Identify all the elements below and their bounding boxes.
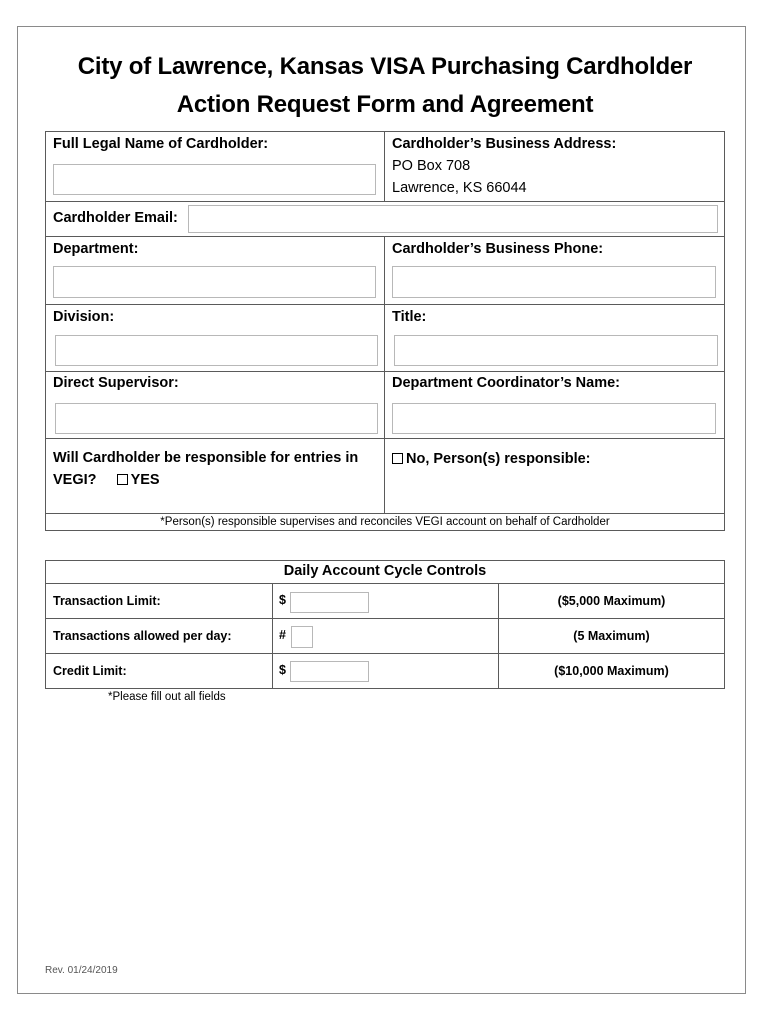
transaction-limit-field[interactable] <box>290 592 369 613</box>
address-line2: Lawrence, KS 66044 <box>392 180 527 196</box>
department-label: Department: <box>53 241 139 257</box>
vegi-question-line2 <box>53 472 160 488</box>
address-line1: PO Box 708 <box>392 158 471 174</box>
address-label: Cardholder’s Business Address: <box>392 136 617 152</box>
vegi-question-text: VEGI? <box>53 472 97 488</box>
yes-label: YES <box>130 472 160 488</box>
column-divider <box>384 236 385 513</box>
column-divider <box>384 132 385 201</box>
email-field[interactable] <box>188 205 718 233</box>
supervisor-label: Direct Supervisor: <box>53 375 179 391</box>
email-label: Cardholder Email: <box>53 210 178 226</box>
full-name-label: Full Legal Name of Cardholder: <box>53 136 269 152</box>
row-divider <box>46 201 724 202</box>
no-label: No, Person(s) responsible: <box>406 451 591 467</box>
full-name-field[interactable] <box>53 164 376 195</box>
division-label: Division: <box>53 309 115 325</box>
controls-heading: Daily Account Cycle Controls <box>283 563 487 579</box>
form-title-line2: Action Request Form and Agreement <box>176 91 594 118</box>
row-divider <box>46 371 724 372</box>
column-divider <box>272 583 273 689</box>
revision-date: Rev. 01/24/2019 <box>45 965 118 976</box>
transactions-per-day-max: (5 Maximum) <box>573 629 650 643</box>
cardholder-info-table <box>45 131 725 531</box>
title-field[interactable] <box>394 335 718 366</box>
transactions-per-day-field[interactable] <box>291 626 313 648</box>
transaction-limit-symbol: $ <box>279 593 286 607</box>
transaction-limit-max: ($5,000 Maximum) <box>557 594 666 608</box>
yes-checkbox[interactable] <box>117 474 128 485</box>
coordinator-field[interactable] <box>392 403 716 434</box>
credit-limit-max: ($10,000 Maximum) <box>554 664 669 678</box>
fill-all-fields-note: *Please fill out all fields <box>108 691 226 703</box>
department-field[interactable] <box>53 266 376 298</box>
coordinator-label: Department Coordinator’s Name: <box>392 375 621 391</box>
no-checkbox[interactable] <box>392 453 403 464</box>
row-divider <box>46 236 724 237</box>
vegi-question-line1: Will Cardholder be responsible for entries in <box>53 450 359 466</box>
transactions-per-day-label: Transactions allowed per day: <box>53 629 232 643</box>
credit-limit-symbol: $ <box>279 663 286 677</box>
title-label: Title: <box>392 309 427 325</box>
supervisor-field[interactable] <box>55 403 378 434</box>
form-title-line1: City of Lawrence, Kansas VISA Purchasing Cardholder <box>77 53 693 80</box>
credit-limit-field[interactable] <box>290 661 369 682</box>
row-divider <box>46 438 724 439</box>
vegi-note: *Person(s) responsible supervises and reconciles VEGI account on behalf of Cardholder <box>160 516 610 528</box>
transactions-per-day-symbol: # <box>279 628 286 642</box>
row-divider <box>46 513 724 514</box>
controls-table <box>45 560 725 689</box>
credit-limit-label: Credit Limit: <box>53 664 127 678</box>
row-divider <box>46 304 724 305</box>
form-title <box>0 48 770 124</box>
division-field[interactable] <box>55 335 378 366</box>
phone-field[interactable] <box>392 266 716 298</box>
no-option <box>392 451 591 467</box>
row-divider <box>46 653 724 654</box>
row-divider <box>46 583 724 584</box>
phone-label: Cardholder’s Business Phone: <box>392 241 604 257</box>
row-divider <box>46 618 724 619</box>
transaction-limit-label: Transaction Limit: <box>53 594 161 608</box>
